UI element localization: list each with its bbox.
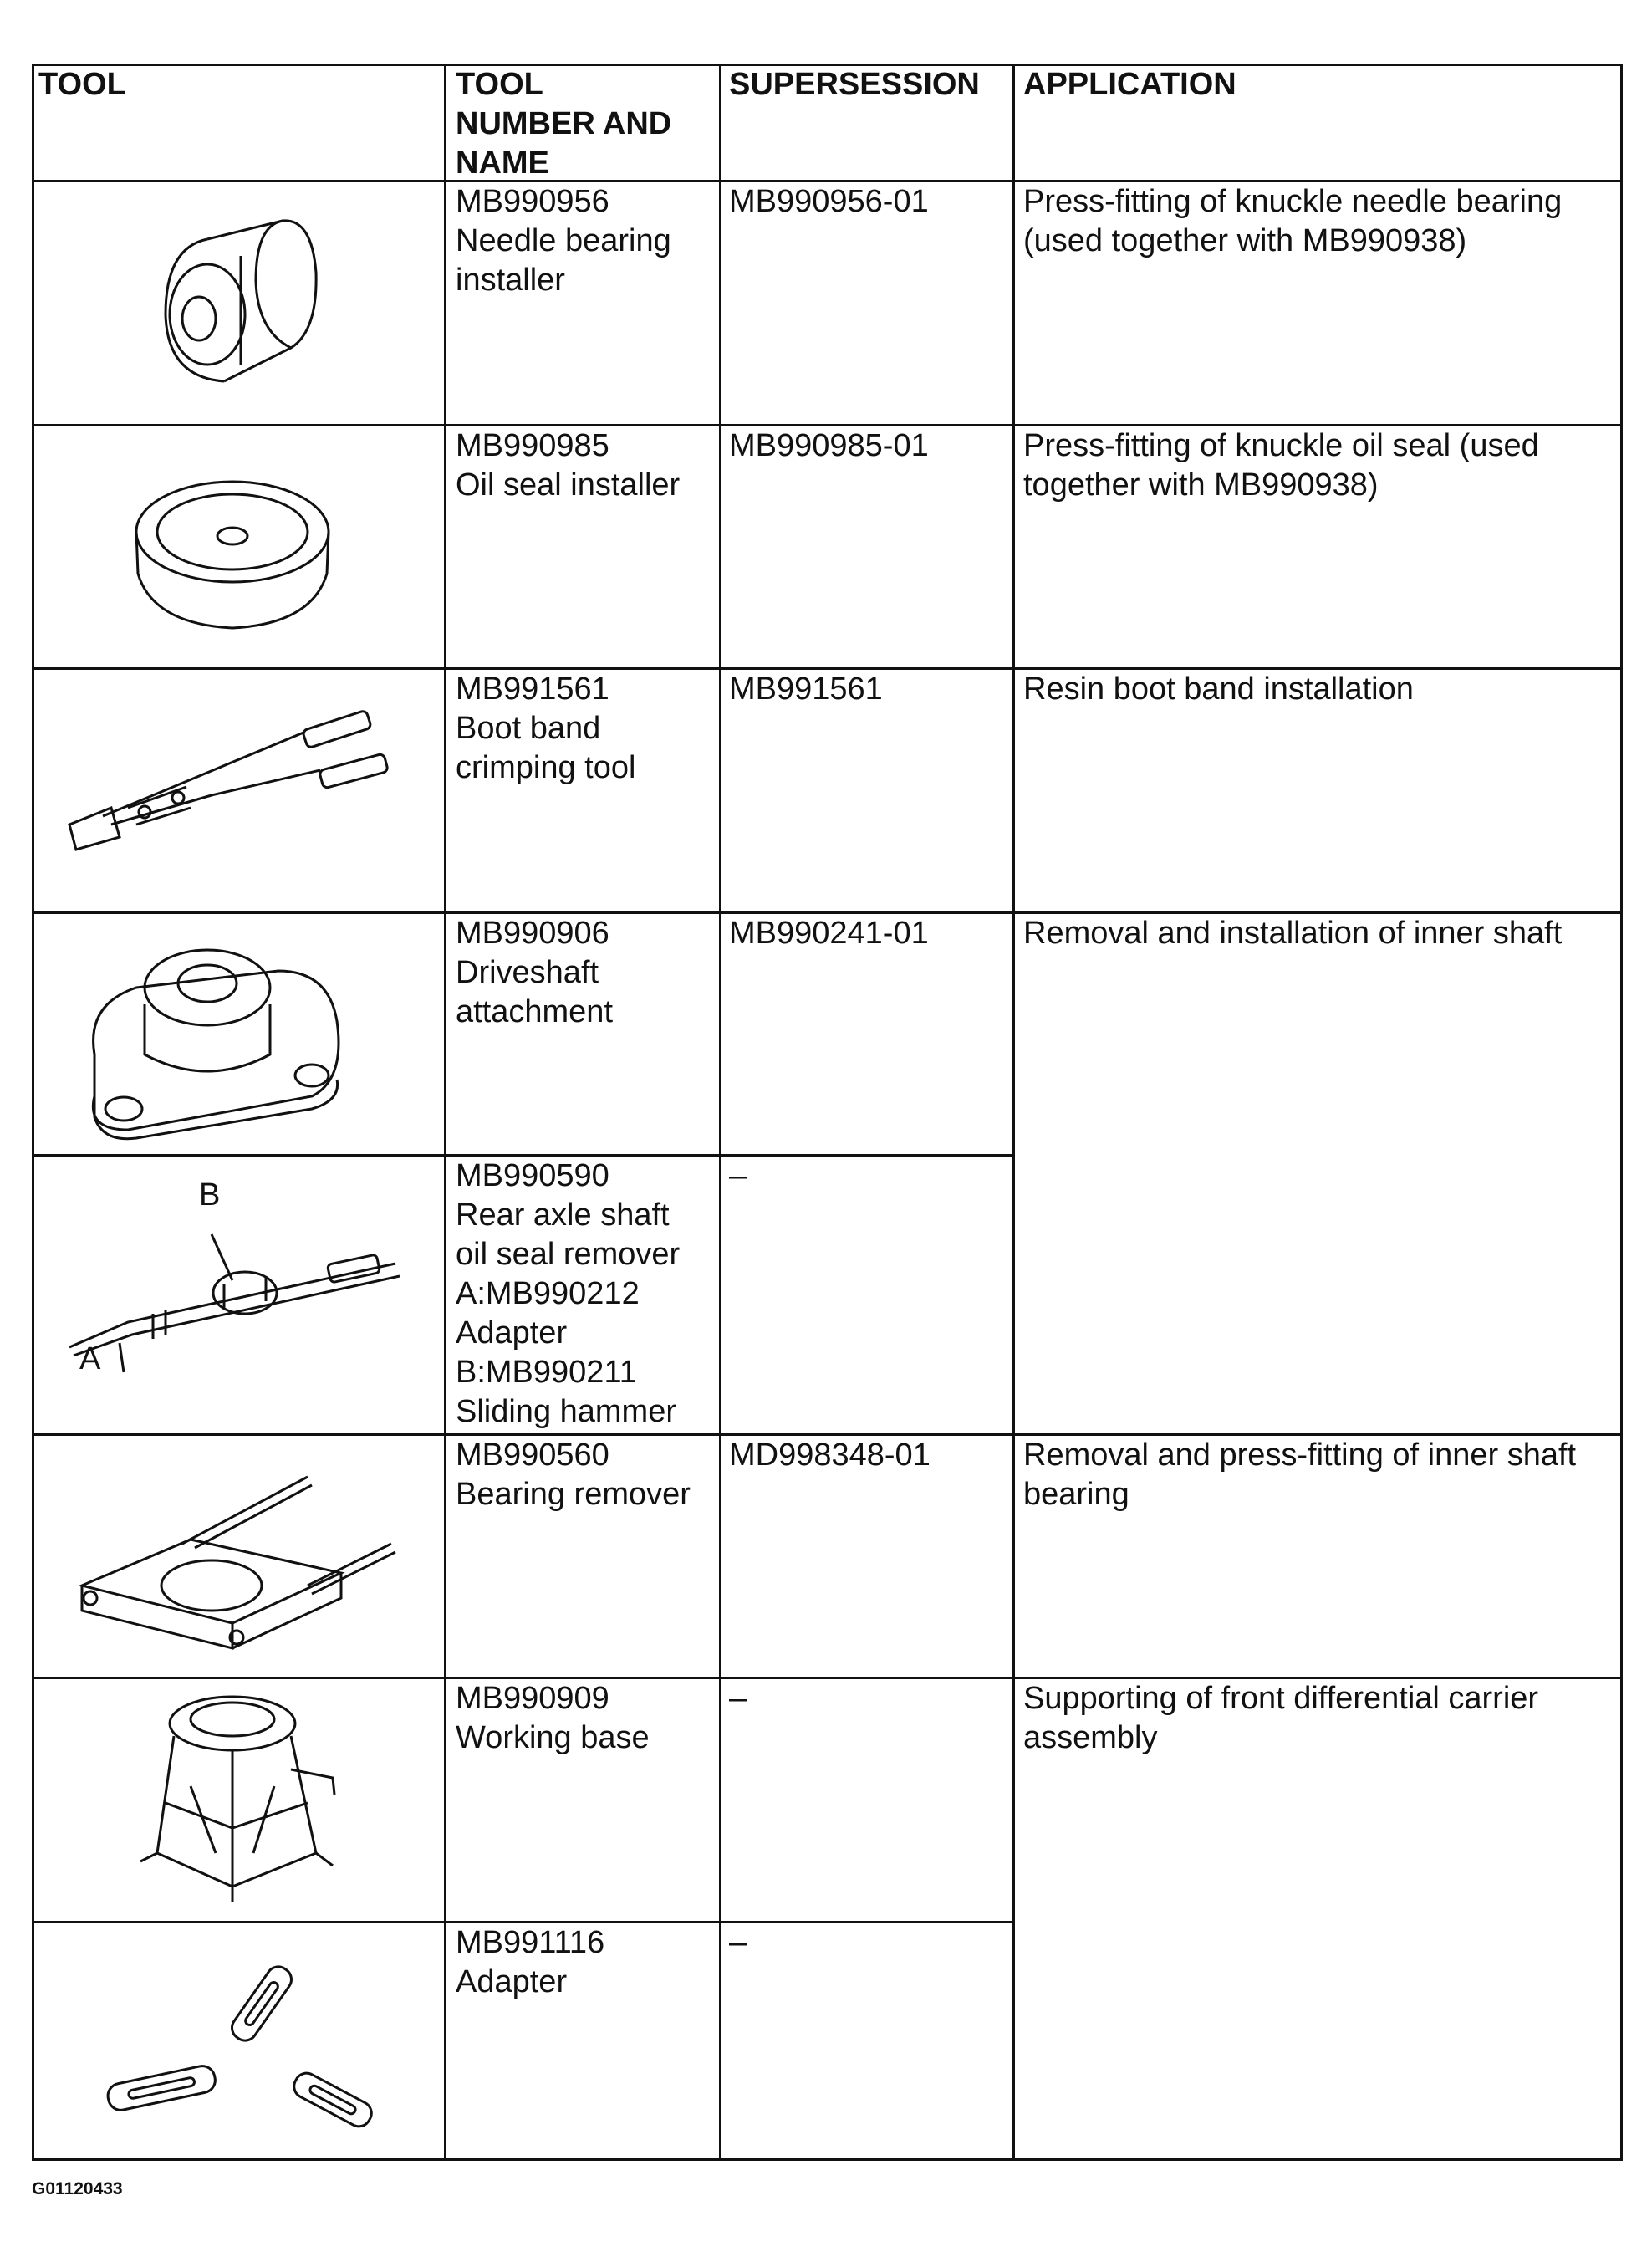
row-6-number-name: MB990560 Bearing remover xyxy=(456,1437,691,1512)
header-application: APPLICATION xyxy=(1023,67,1236,102)
header-number-name: TOOL NUMBER AND NAME xyxy=(456,67,672,181)
special-tools-table xyxy=(32,64,1623,2161)
row-5-supersession: – xyxy=(729,1158,747,1193)
callout-label-a: A xyxy=(79,1341,101,1376)
table-border-left xyxy=(32,64,34,2161)
row-8-number-name: MB991116 Adapter xyxy=(456,1925,605,1999)
row-5-number-name: MB990590 Rear axle shaft oil seal remover A:MB990212 Adapter B:MB990211 Sliding hammer xyxy=(456,1158,681,1429)
row-6-application: Removal and press-fitting of inner shaft bearing xyxy=(1023,1437,1577,1512)
row-2-application: Press-fitting of knuckle oil seal (used together with MB990938) xyxy=(1023,428,1539,503)
oil-seal-installer-icon xyxy=(120,465,345,641)
row-3-number-name: MB991561 Boot band crimping tool xyxy=(456,671,636,785)
callout-label-b: B xyxy=(199,1177,221,1213)
needle-bearing-installer-icon xyxy=(115,206,366,406)
column-divider xyxy=(719,64,721,2161)
crimping-tool-icon xyxy=(53,699,421,866)
driveshaft-attachment-icon xyxy=(61,929,362,1151)
working-base-icon xyxy=(115,1686,358,1912)
row-1-number-name: MB990956 Needle bearing installer xyxy=(456,184,671,298)
figure-code: G01120433 xyxy=(32,2179,123,2198)
column-divider xyxy=(1012,64,1015,2161)
row-6-supersession: MD998348-01 xyxy=(729,1437,931,1473)
row-1-supersession: MB990956-01 xyxy=(729,184,929,219)
table-border-right xyxy=(1620,64,1623,2161)
row-3-supersession: MB991561 xyxy=(729,671,883,707)
column-divider xyxy=(444,64,446,2161)
adapter-blocks-icon xyxy=(90,1962,400,2137)
row-4-supersession: MB990241-01 xyxy=(729,916,929,951)
row-3-application: Resin boot band installation xyxy=(1023,671,1414,707)
row-8-supersession: – xyxy=(729,1925,747,1960)
row-4-number-name: MB990906 Driveshaft attachment xyxy=(456,916,613,1029)
row-7-application: Supporting of front differential carrier assembly xyxy=(1023,1681,1539,1755)
row-7-supersession: – xyxy=(729,1681,747,1716)
header-supersession: SUPERSESSION xyxy=(729,67,980,102)
row-2-number-name: MB990985 Oil seal installer xyxy=(456,428,681,503)
bearing-remover-icon xyxy=(65,1460,408,1661)
sliding-hammer-icon xyxy=(53,1176,421,1410)
row-1-application: Press-fitting of knuckle needle bearing (used together with MB990938) xyxy=(1023,184,1563,258)
row-2-supersession: MB990985-01 xyxy=(729,428,929,463)
table-border-bottom xyxy=(32,2158,1623,2161)
header-tool: TOOL xyxy=(38,67,126,102)
row-4-application: Removal and installation of inner shaft xyxy=(1023,916,1563,951)
row-7-number-name: MB990909 Working base xyxy=(456,1681,650,1755)
